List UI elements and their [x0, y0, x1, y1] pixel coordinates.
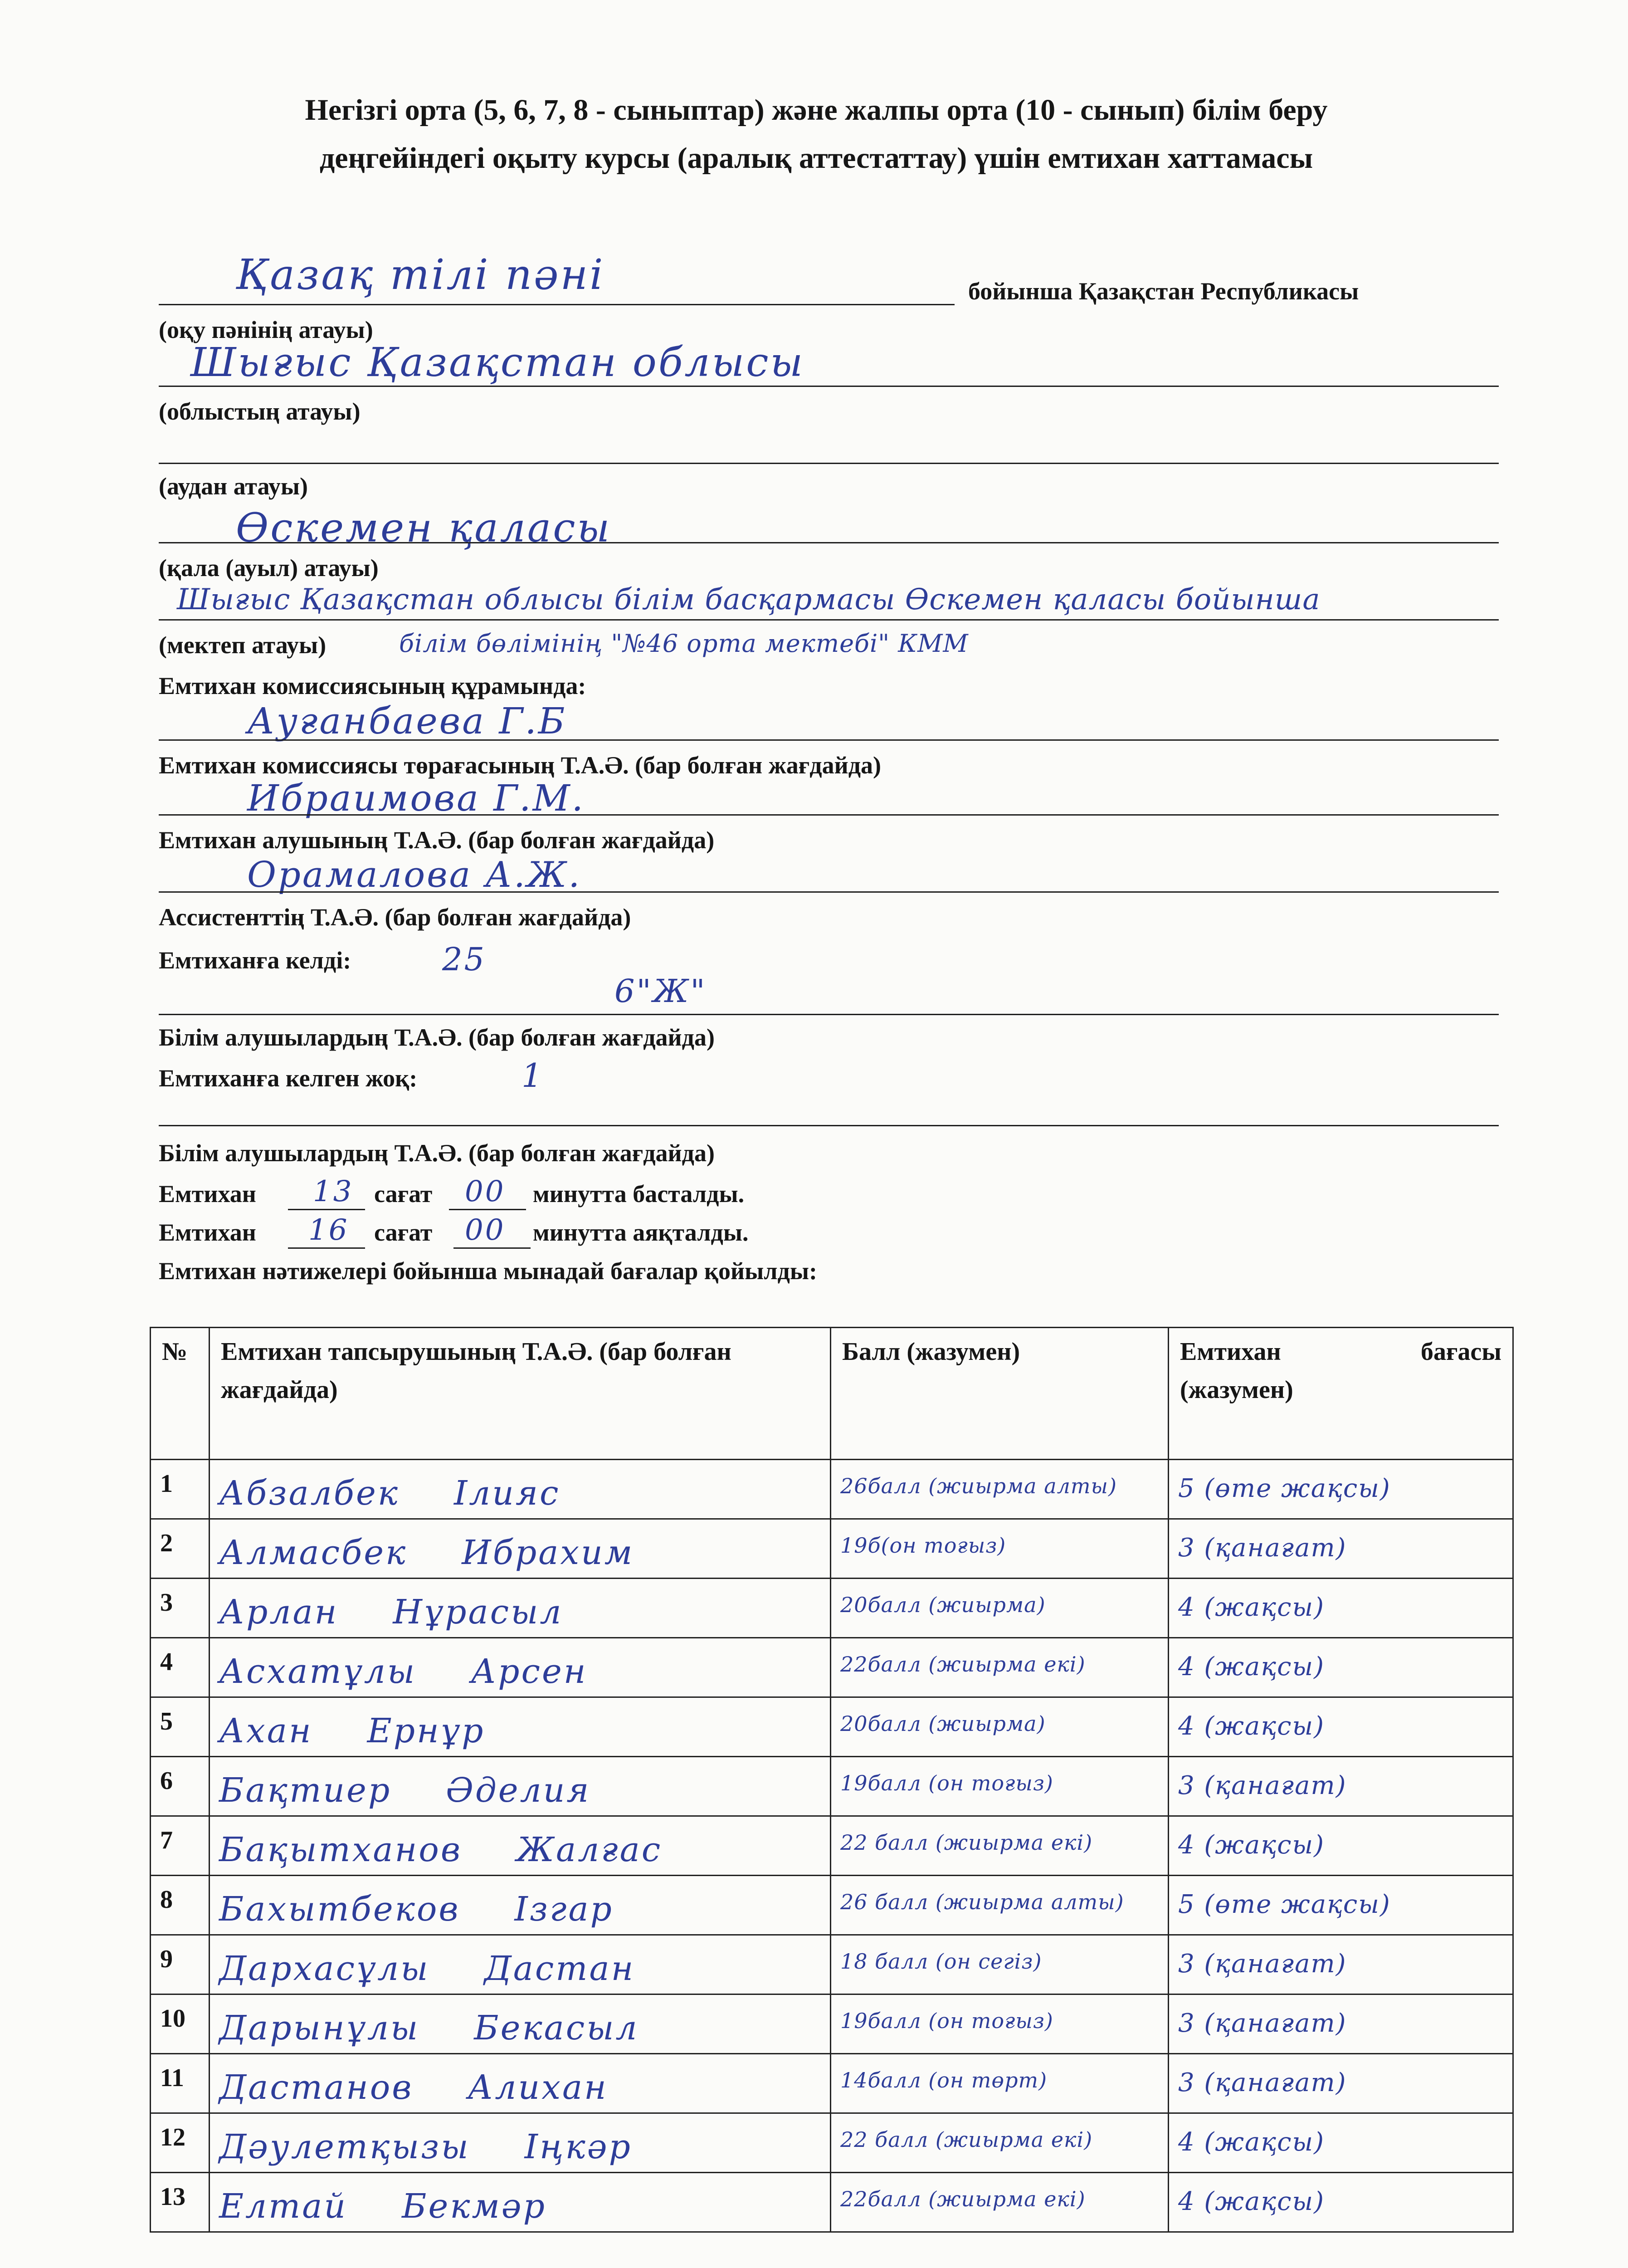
- row-number: 7: [160, 1826, 173, 1854]
- city-caption: (қала (ауыл) атауы): [159, 554, 379, 582]
- student-surname: Бақытханов: [219, 1830, 462, 1869]
- examiner-line: [159, 814, 1499, 816]
- row-ball-cell: [831, 1994, 1169, 2054]
- row-name-cell: [210, 1935, 831, 1994]
- table-row: [151, 2113, 1513, 2173]
- student-name: [210, 1757, 830, 1810]
- row-num-cell: [151, 1935, 210, 1994]
- header-grade-right: бағасы: [1420, 1338, 1501, 1366]
- ball-written: 18 балл (он сегіз): [840, 1949, 1042, 1974]
- student-surname: Ахан: [219, 1711, 313, 1750]
- end-label-pre: Емтихан: [159, 1219, 256, 1246]
- row-name-cell: [210, 1697, 831, 1757]
- table-row: [151, 2054, 1513, 2113]
- grade-written: 4 (жақсы): [1178, 1593, 1325, 1622]
- student-name: [210, 1995, 830, 2048]
- row-grade-cell: [1169, 2113, 1513, 2173]
- subject-suffix: бойынша Қазақстан Республикасы: [968, 278, 1359, 305]
- chair-line: [159, 739, 1499, 741]
- examiner-caption: Емтихан алушының Т.А.Ә. (бар болған жағдайда): [159, 826, 715, 854]
- absent-label: Емтиханға келген жоқ:: [159, 1065, 418, 1092]
- absent-caption: Білім алушылардың Т.А.Ә. (бар болған жағдайда): [159, 1139, 715, 1167]
- table-row: [151, 1994, 1513, 2054]
- student-name: [210, 2114, 830, 2166]
- header-grade-sub: (жазумен): [1180, 1376, 1293, 1404]
- student-surname: Арлан: [219, 1593, 339, 1632]
- row-num-cell: [151, 1994, 210, 2054]
- table-row: [151, 2173, 1513, 2232]
- row-grade-cell: [1169, 2054, 1513, 2113]
- row-name-cell: [210, 1460, 831, 1519]
- student-surname: Алмасбек: [219, 1533, 408, 1572]
- row-number: 11: [160, 2064, 184, 2092]
- row-name-cell: [210, 2054, 831, 2113]
- student-first-name: Арсен: [471, 1652, 588, 1691]
- row-name-cell: [210, 1757, 831, 1816]
- header-grade-cell: [1169, 1328, 1513, 1460]
- row-grade-cell: [1169, 1994, 1513, 2054]
- student-name: [210, 2054, 830, 2107]
- row-number: 13: [160, 2183, 185, 2211]
- grade-written: 4 (жақсы): [1178, 1830, 1325, 1860]
- header-ball: Балл (жазумен): [842, 1338, 1020, 1366]
- title-line-2: деңгейіндегі оқыту курсы (аралық аттестаттау) үшін емтихан хаттамасы: [319, 142, 1313, 175]
- attended-class-note: 6"Ж": [614, 973, 707, 1010]
- student-name: [210, 2173, 830, 2226]
- attended-count: 25: [442, 941, 487, 978]
- row-ball-cell: [831, 1876, 1169, 1935]
- school-caption: (мектеп атауы): [159, 631, 327, 659]
- row-number: 5: [160, 1707, 173, 1735]
- row-ball-cell: [831, 1697, 1169, 1757]
- student-name: [210, 1698, 830, 1750]
- student-first-name: Дастан: [484, 1949, 635, 1988]
- end-minute: 00: [465, 1213, 506, 1247]
- examiner-handwritten: Ибраимова Г.М.: [247, 777, 585, 819]
- header-name: Емтихан тапсырушының Т.А.Ә. (бар болған жағдайда): [221, 1338, 731, 1404]
- row-grade-cell: [1169, 1697, 1513, 1757]
- row-num-cell: [151, 2113, 210, 2173]
- row-num-cell: [151, 2173, 210, 2232]
- student-surname: Елтай: [219, 2187, 348, 2226]
- row-name-cell: [210, 2173, 831, 2232]
- header-num-cell: [151, 1328, 210, 1460]
- table-row: [151, 1519, 1513, 1579]
- header-num: №: [162, 1338, 188, 1366]
- end-hour: 16: [308, 1213, 349, 1247]
- ball-written: 26 балл (жиырма алты): [840, 1890, 1124, 1914]
- student-surname: Дәулетқызы: [219, 2127, 470, 2166]
- title-line-1: Негізгі орта (5, 6, 7, 8 - сыныптар) және жалпы орта (10 - сынып) білім беру: [305, 93, 1328, 127]
- grade-written: 4 (жақсы): [1178, 1652, 1325, 1681]
- student-first-name: Ибрахим: [462, 1533, 634, 1572]
- ball-written: 19балл (он тоғыз): [840, 2009, 1053, 2033]
- student-first-name: Бекмәр: [402, 2187, 546, 2226]
- grade-written: 5 (өте жақсы): [1178, 1890, 1391, 1919]
- absent-line: [159, 1125, 1499, 1126]
- region-caption: (облыстың атауы): [159, 398, 361, 425]
- end-hour-line: [288, 1247, 365, 1249]
- ball-written: 22 балл (жиырма екі): [840, 1830, 1093, 1855]
- grade-written: 3 (қанағат): [1178, 1771, 1347, 1800]
- header-grade: [1169, 1328, 1512, 1413]
- student-first-name: Іңкәр: [524, 2127, 632, 2166]
- district-line: [159, 463, 1499, 464]
- ball-written: 22 балл (жиырма екі): [840, 2127, 1093, 2152]
- student-first-name: Ілияс: [453, 1474, 561, 1513]
- row-ball-cell: [831, 2173, 1169, 2232]
- student-first-name: Нұрасыл: [393, 1593, 563, 1632]
- row-number: 8: [160, 1886, 173, 1914]
- student-surname: Дарынұлы: [219, 2009, 420, 2048]
- grade-written: 3 (қанағат): [1178, 2009, 1347, 2038]
- grade-written: 3 (қанағат): [1178, 2068, 1347, 2097]
- ball-written: 26балл (жиырма алты): [840, 1474, 1117, 1498]
- student-surname: Бахытбеков: [219, 1890, 460, 1929]
- end-label-mid: сағат: [374, 1219, 433, 1246]
- row-name-cell: [210, 1876, 831, 1935]
- row-ball-cell: [831, 2113, 1169, 2173]
- chair-caption: Емтихан комиссиясы төрағасының Т.А.Ә. (бар болған жағдайда): [159, 752, 882, 779]
- row-number: 3: [160, 1589, 173, 1617]
- row-ball-cell: [831, 1757, 1169, 1816]
- city-handwritten: Өскемен қаласы: [236, 504, 612, 551]
- row-num-cell: [151, 1816, 210, 1876]
- table-row: [151, 1460, 1513, 1519]
- row-name-cell: [210, 2113, 831, 2173]
- chair-handwritten: Ауғанбаева Г.Б: [247, 700, 567, 742]
- row-grade-cell: [1169, 1579, 1513, 1638]
- grade-written: 4 (жақсы): [1178, 2127, 1325, 2157]
- student-name: [210, 1579, 830, 1632]
- row-number: 9: [160, 1945, 173, 1973]
- ball-written: 22балл (жиырма екі): [840, 2187, 1086, 2211]
- row-num-cell: [151, 2054, 210, 2113]
- start-minute-line: [449, 1209, 526, 1210]
- assistant-line: [159, 891, 1499, 893]
- student-surname: Дастанов: [219, 2068, 414, 2107]
- row-grade-cell: [1169, 2173, 1513, 2232]
- student-first-name: Әделия: [446, 1771, 591, 1810]
- start-label-pre: Емтихан: [159, 1180, 256, 1207]
- region-line: [159, 386, 1499, 387]
- ball-written: 19б(он тоғыз): [840, 1533, 1006, 1558]
- attended-label: Емтиханға келді:: [159, 947, 351, 974]
- row-number: 4: [160, 1648, 173, 1676]
- school-handwritten-1: Шығыс Қазақстан облысы білім басқармасы Өскемен қаласы бойынша: [177, 583, 1321, 616]
- results-table: [150, 1327, 1514, 2233]
- start-label-post: минутта басталды.: [533, 1180, 745, 1207]
- row-name-cell: [210, 1994, 831, 2054]
- student-surname: Дархасұлы: [219, 1949, 430, 1988]
- grade-written: 5 (өте жақсы): [1178, 1474, 1391, 1503]
- ball-written: 20балл (жиырма): [840, 1593, 1046, 1617]
- table-row: [151, 1876, 1513, 1935]
- row-ball-cell: [831, 1935, 1169, 1994]
- header-ball-cell: [831, 1328, 1169, 1460]
- commission-label: Емтихан комиссиясының құрамында:: [159, 672, 586, 699]
- row-grade-cell: [1169, 1935, 1513, 1994]
- student-first-name: Жалғас: [516, 1830, 663, 1869]
- row-ball-cell: [831, 1638, 1169, 1697]
- student-name: [210, 1817, 830, 1869]
- student-surname: Абзалбек: [219, 1474, 400, 1513]
- start-hour: 13: [313, 1175, 354, 1208]
- row-ball-cell: [831, 2054, 1169, 2113]
- subject-caption: (оқу пәнінің атауы): [159, 316, 373, 343]
- table-row: [151, 1935, 1513, 1994]
- student-first-name: Бекасыл: [474, 2009, 639, 2048]
- row-grade-cell: [1169, 1876, 1513, 1935]
- end-minute-line: [453, 1247, 531, 1249]
- table-row: [151, 1757, 1513, 1816]
- row-number: 6: [160, 1767, 173, 1795]
- ball-written: 19балл (он тоғыз): [840, 1771, 1053, 1795]
- attended-line: [159, 1014, 1499, 1015]
- ball-written: 22балл (жиырма екі): [840, 1652, 1086, 1677]
- table-header-row: [151, 1328, 1513, 1460]
- grade-written: 4 (жақсы): [1178, 1711, 1325, 1741]
- document-title: [145, 86, 1487, 182]
- row-ball-cell: [831, 1816, 1169, 1876]
- row-num-cell: [151, 1757, 210, 1816]
- table-row: [151, 1816, 1513, 1876]
- absent-count: 1: [522, 1056, 544, 1095]
- district-caption: (аудан атауы): [159, 473, 308, 500]
- row-name-cell: [210, 1579, 831, 1638]
- subject-handwritten: Қазақ тілі пәні: [236, 250, 605, 299]
- row-number: 12: [160, 2123, 185, 2151]
- assistant-caption: Ассистенттің Т.А.Ә. (бар болған жағдайда): [159, 904, 631, 931]
- region-handwritten: Шығыс Қазақстан облысы: [190, 339, 805, 386]
- row-ball-cell: [831, 1460, 1169, 1519]
- student-first-name: Алихан: [468, 2068, 608, 2107]
- grade-written: 3 (қанағат): [1178, 1533, 1347, 1563]
- row-grade-cell: [1169, 1816, 1513, 1876]
- student-name: [210, 1936, 830, 1988]
- student-first-name: Ізгар: [514, 1890, 614, 1929]
- start-minute: 00: [465, 1175, 506, 1208]
- student-first-name: Ернұр: [367, 1711, 485, 1750]
- grade-written: 3 (қанағат): [1178, 1949, 1347, 1979]
- student-name: [210, 1520, 830, 1572]
- header-name-cell: [210, 1328, 831, 1460]
- assistant-handwritten: Орамалова А.Ж.: [247, 855, 582, 895]
- row-grade-cell: [1169, 1519, 1513, 1579]
- row-number: 1: [160, 1470, 173, 1498]
- subject-line: [159, 304, 955, 305]
- row-num-cell: [151, 1579, 210, 1638]
- city-line: [159, 542, 1499, 543]
- start-label-mid: сағат: [374, 1180, 433, 1207]
- row-ball-cell: [831, 1579, 1169, 1638]
- row-number: 10: [160, 2004, 185, 2033]
- school-handwritten-2: білім бөлімінің "№46 орта мектебі" КММ: [399, 629, 969, 658]
- row-grade-cell: [1169, 1638, 1513, 1697]
- table-row: [151, 1697, 1513, 1757]
- ball-written: 14балл (он төрт): [840, 2068, 1048, 2092]
- row-name-cell: [210, 1519, 831, 1579]
- row-number: 2: [160, 1529, 173, 1557]
- ball-written: 20балл (жиырма): [840, 1711, 1046, 1736]
- student-surname: Бақтиер: [219, 1771, 392, 1810]
- row-name-cell: [210, 1638, 831, 1697]
- attended-caption: Білім алушылардың Т.А.Ә. (бар болған жағдайда): [159, 1024, 715, 1051]
- row-num-cell: [151, 1460, 210, 1519]
- grade-written: 4 (жақсы): [1178, 2187, 1325, 2216]
- row-grade-cell: [1169, 1757, 1513, 1816]
- student-name: [210, 1460, 830, 1513]
- row-num-cell: [151, 1638, 210, 1697]
- row-num-cell: [151, 1697, 210, 1757]
- row-grade-cell: [1169, 1460, 1513, 1519]
- start-hour-line: [288, 1209, 365, 1210]
- table-row: [151, 1638, 1513, 1697]
- student-surname: Асхатұлы: [219, 1652, 417, 1691]
- row-name-cell: [210, 1816, 831, 1876]
- row-num-cell: [151, 1876, 210, 1935]
- student-name: [210, 1876, 830, 1929]
- student-name: [210, 1638, 830, 1691]
- end-label-post: минутта аяқталды.: [533, 1219, 749, 1246]
- header-grade-left: Емтихан: [1180, 1338, 1281, 1366]
- table-row: [151, 1579, 1513, 1638]
- row-ball-cell: [831, 1519, 1169, 1579]
- school-line: [159, 619, 1499, 621]
- results-label: Емтихан нәтижелері бойынша мынадай бағалар қойылды:: [159, 1257, 817, 1285]
- row-num-cell: [151, 1519, 210, 1579]
